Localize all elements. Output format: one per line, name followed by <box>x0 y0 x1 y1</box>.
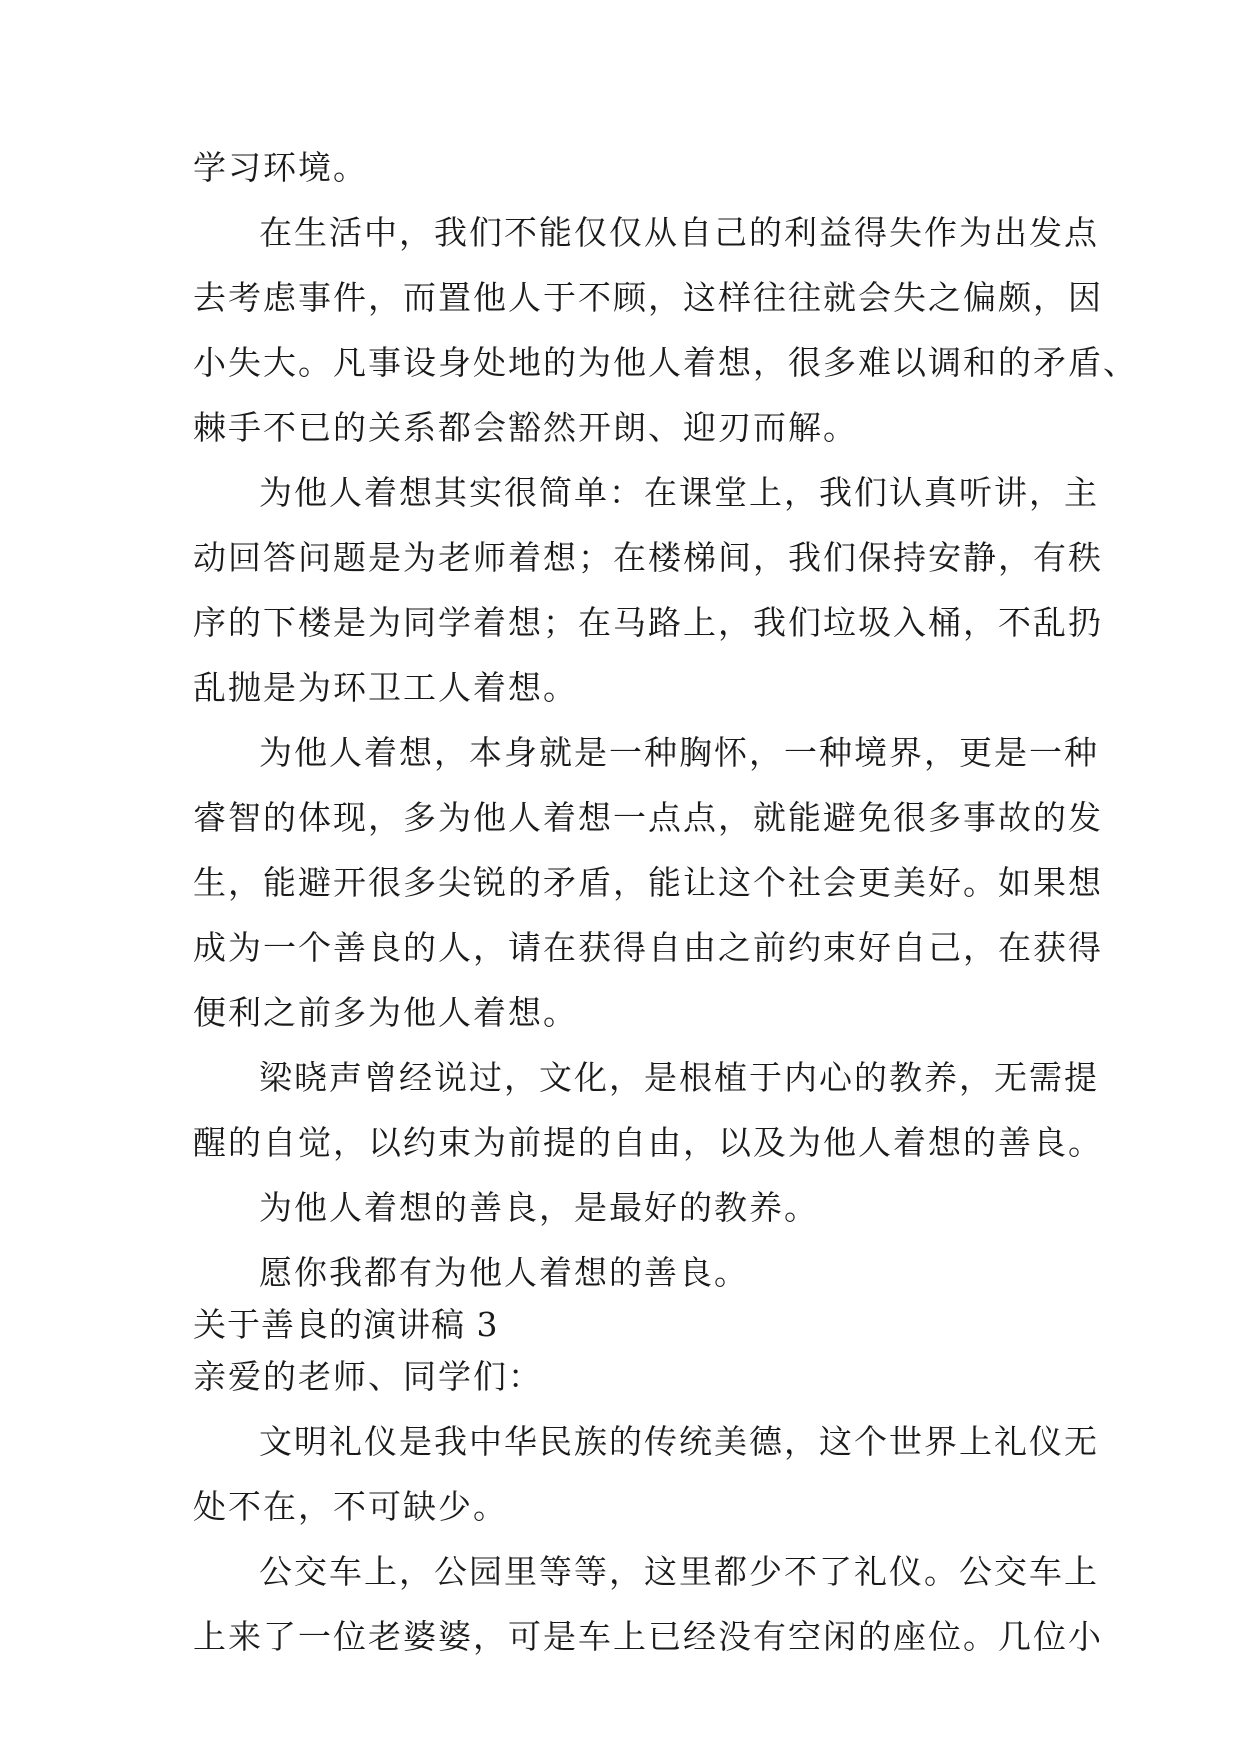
text-line: 处不在，不可缺少。 <box>193 1487 508 1526</box>
text-line: 醒的自觉，以约束为前提的自由，以及为他人着想的善良。 <box>193 1123 1103 1162</box>
text-line: 棘手不已的关系都会豁然开朗、迎刃而解。 <box>193 408 858 447</box>
paragraph-first-line: 为他人着想其实很简单：在课堂上，我们认真听讲，主 <box>259 473 1099 512</box>
text-line: 生，能避开很多尖锐的矛盾，能让这个社会更美好。如果想 <box>193 863 1103 902</box>
paragraph-first-line: 梁晓声曾经说过，文化，是根植于内心的教养，无需提 <box>259 1058 1099 1097</box>
paragraph-first-line: 文明礼仪是我中华民族的传统美德，这个世界上礼仪无 <box>259 1422 1099 1461</box>
text-line: 成为一个善良的人，请在获得自由之前约束好自己，在获得 <box>193 928 1103 967</box>
text-line: 便利之前多为他人着想。 <box>193 993 578 1032</box>
paragraph-first-line: 愿你我都有为他人着想的善良。 <box>259 1253 749 1292</box>
text-line: 学习环境。 <box>193 148 368 187</box>
text-line: 序的下楼是为同学着想；在马路上，我们垃圾入桶，不乱扔 <box>193 603 1103 642</box>
paragraph-first-line: 在生活中，我们不能仅仅从自己的利益得失作为出发点 <box>259 213 1099 252</box>
salutation: 亲爱的老师、同学们： <box>193 1357 543 1396</box>
text-line: 上来了一位老婆婆，可是车上已经没有空闲的座位。几位小 <box>193 1617 1103 1656</box>
document-body <box>193 148 1138 1656</box>
text-line: 去考虑事件，而置他人于不顾，这样往往就会失之偏颇，因 <box>193 278 1103 317</box>
text-line: 睿智的体现，多为他人着想一点点，就能避免很多事故的发 <box>193 798 1103 837</box>
text-line: 小失大。凡事设身处地的为他人着想，很多难以调和的矛盾、 <box>193 343 1138 382</box>
text-line: 乱抛是为环卫工人着想。 <box>193 668 578 707</box>
paragraph-first-line: 为他人着想的善良，是最好的教养。 <box>259 1188 819 1227</box>
paragraph-first-line: 公交车上，公园里等等，这里都少不了礼仪。公交车上 <box>259 1552 1099 1591</box>
text-line: 动回答问题是为老师着想；在楼梯间，我们保持安静，有秩 <box>193 538 1103 577</box>
section-heading: 关于善良的演讲稿 3 <box>193 1305 499 1344</box>
paragraph-first-line: 为他人着想，本身就是一种胸怀，一种境界，更是一种 <box>259 733 1099 772</box>
